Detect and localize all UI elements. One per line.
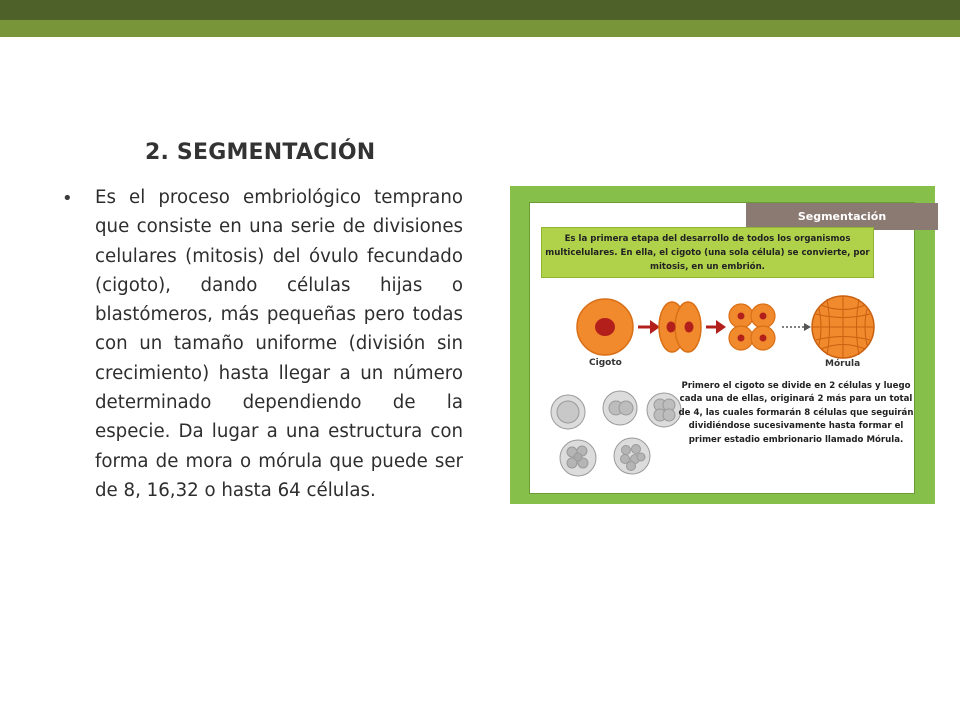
bullet-marker: • xyxy=(62,188,73,209)
header-bar-light xyxy=(0,20,960,37)
figure-tab: Segmentación xyxy=(746,203,938,230)
arrow-1 xyxy=(638,320,660,334)
micrograph-series xyxy=(551,391,681,476)
label-cigoto: Cigoto xyxy=(589,358,622,368)
zygote-cell xyxy=(577,299,633,355)
arrow-2 xyxy=(706,320,726,334)
bullet-text: Es el proceso embriológico temprano que consiste en una serie de divisiones celulares (mitosis) del óvulo fecundado (cigoto), dando células hijas o blastómeros, más pequeñas pero todas con un tamaño uniforme (división sin crecimiento) hasta llegar a un número determinado dependiendo de la especie. Da lugar a una estructura con forma de mora o mórula que puede ser de 8, 16,32 o hasta 64 células. xyxy=(95,187,463,501)
header-bar-dark xyxy=(0,0,960,20)
morula-cell xyxy=(812,296,874,358)
figure-banner: Es la primera etapa del desarrollo de todos los organismos multicelulares. En ella, el cigoto (una sola célula) se convierte, por mitosis, en un embrión. xyxy=(541,227,874,278)
four-cell-stage xyxy=(729,304,775,350)
two-cell-stage xyxy=(659,302,701,352)
figure-caption: Primero el cigoto se divide en 2 células y luego cada una de ellas, originará 2 más para un total de 4, las cuales formarán 8 células que seguirán dividiéndose sucesivamente hasta formar el primer estadio embrionario llamado Mórula. xyxy=(678,381,914,445)
slide-title: 2. SEGMENTACIÓN xyxy=(145,140,376,165)
arrow-3 xyxy=(782,323,811,331)
label-morula: Mórula xyxy=(825,359,861,369)
